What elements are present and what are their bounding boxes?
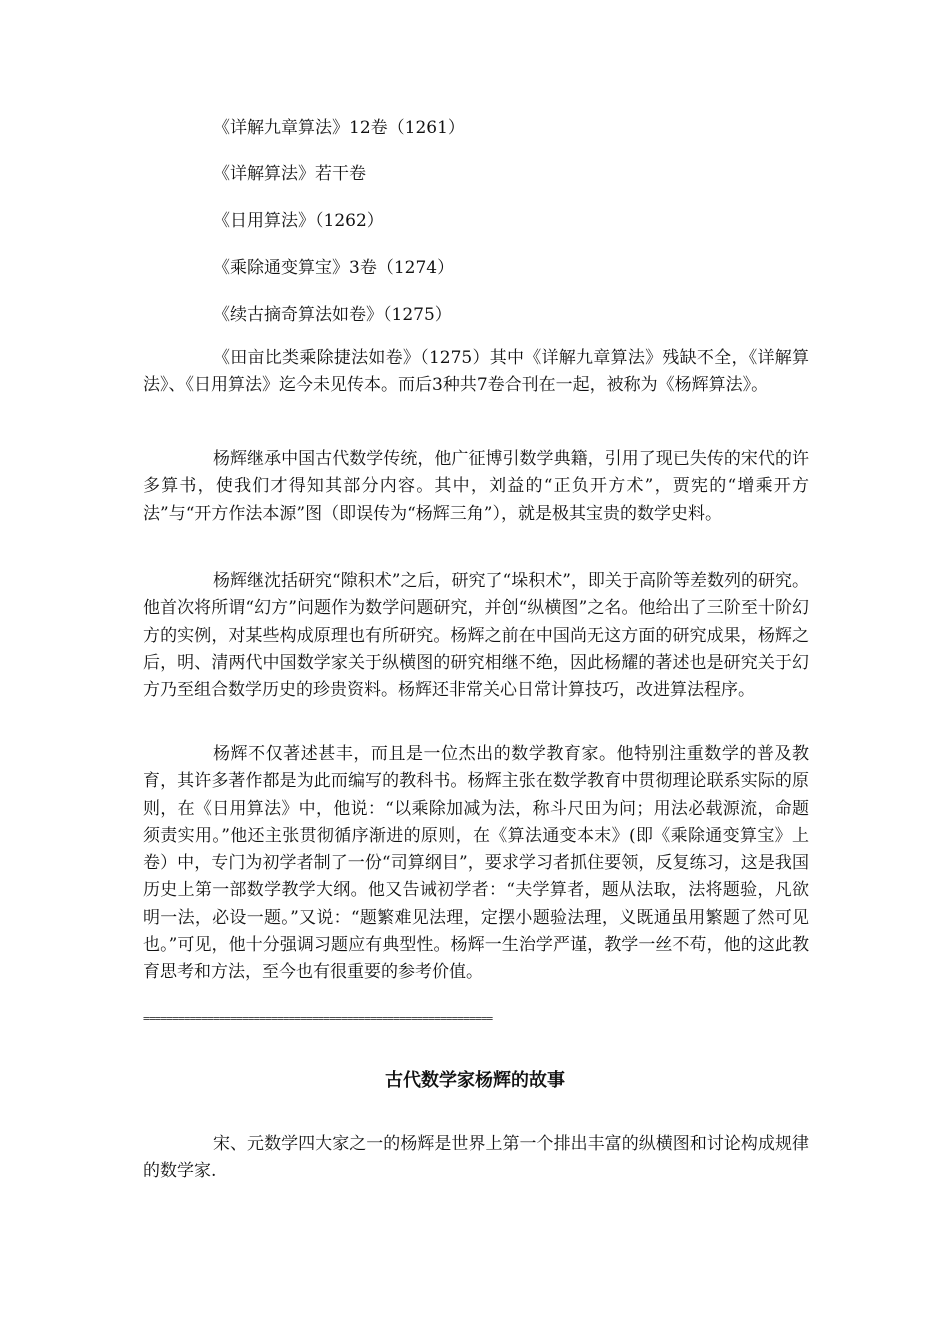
section-separator: ============================================================: [143, 1012, 493, 1025]
book-title-line: 《日用算法》（1262）: [213, 211, 384, 231]
paragraph-book-list-continued: 《田亩比类乘除捷法如卷》（1275）其中《详解九章算法》残缺不全，《详解算法》、《日用算法》迄今未见传本。而后3种共7卷合刊在一起，被称为《杨辉算法》。: [143, 348, 809, 396]
book-title-line: 《详解算法》若干卷: [213, 164, 366, 184]
paragraph-heritage: 杨辉继承中国古代数学传统，他广征博引数学典籍，引用了现已失传的宋代的许多算书，使我们才得知其部分内容。其中，刘益的“正负开方术”，贾宪的“增乘开方法”与“开方作法本源”图（即误传为“杨辉三角”），就是极其宝贵的数学史料。: [143, 449, 809, 524]
book-title-line: 《乘除通变算宝》3卷（1274）: [213, 258, 455, 278]
paragraph-education: 杨辉不仅著述甚丰，而且是一位杰出的数学教育家。他特别注重数学的普及教育，其许多著作都是为此而编写的教科书。杨辉主张在数学教育中贯彻理论联系实际的原则，在《日用算法》中，他说：“以乘除加减为法，称斗尺田为问；用法必载源流，命题须责实用。”他还主张贯彻循序渐进的原则，在《算法通变本末》(即《乘除通变算宝》上卷）中，专门为初学者制了一份“司算纲目”，要求学习者抓住要领，反复练习，这是我国历史上第一部数学教学大纲。他又告诫初学者：“夫学算者，题从法取，法将题验，凡欲明一法，必设一题。”又说：“题繁难见法理，定摆小题验法理，义既通虽用繁题了然可见也。”可见，他十分强调习题应有典型性。杨辉一生治学严谨，教学一丝不苟，他的这此教育思考和方法，至今也有很重要的参考价值。: [143, 744, 809, 983]
story-paragraph: 宋、元数学四大家之一的杨辉是世界上第一个排出丰富的纵横图和讨论构成规律的数学家.: [143, 1134, 809, 1182]
book-title-line: 《详解九章算法》12卷（1261）: [213, 118, 465, 138]
story-title: 古代数学家杨辉的故事: [385, 1070, 565, 1091]
paragraph-research: 杨辉继沈括研究“隙积术”之后，研究了“垛积术”，即关于高阶等差数列的研究。他首次将所谓“幻方”问题作为数学问题研究，并创“纵横图”之名。他给出了三阶至十阶幻方的实例，对某些构成原理也有所研究。杨辉之前在中国尚无这方面的研究成果，杨辉之后，明、清两代中国数学家关于纵横图的研究相继不绝，因此杨耀的著述也是研究关于幻方乃至组合数学历史的珍贵资料。杨辉还非常关心日常计算技巧，改进算法程序。: [143, 571, 809, 701]
book-title-line: 《续古摘奇算法如卷》（1275）: [213, 305, 452, 325]
